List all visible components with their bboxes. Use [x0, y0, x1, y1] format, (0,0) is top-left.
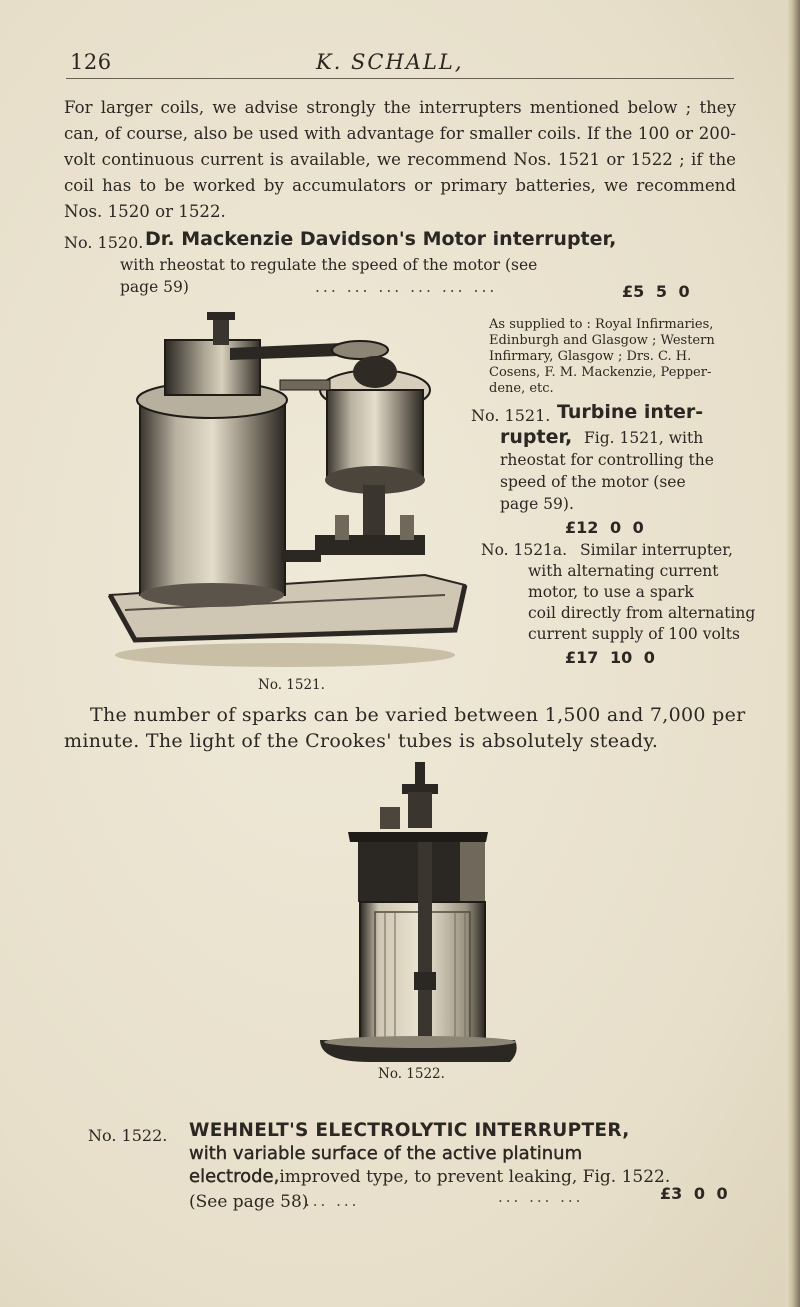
item-1521a-desc-line2: with alternating current [528, 562, 719, 580]
supplied-note-line1: As supplied to : Royal Infirmaries, [489, 317, 714, 332]
item-1522-title: WEHNELT'S ELECTROLYTIC INTERRUPTER, [189, 1120, 630, 1141]
item-1520-title: Dr. Mackenzie Davidson's Motor interrupter, [145, 228, 617, 250]
item-1521-title-line1: Turbine inter- [557, 401, 704, 423]
item-1521-desc-line3: speed of the motor (see [500, 473, 686, 491]
item-1520-leader: ... ... ... ... ... ... [315, 278, 498, 296]
item-1520-price: £5 5 0 [622, 282, 690, 301]
figure-1522-caption: No. 1522. [378, 1066, 445, 1082]
figure-1522-illustration [310, 762, 525, 1062]
item-1520-desc-line2: page 59) [120, 278, 189, 296]
item-1521a-number: No. 1521a. [481, 541, 568, 559]
supplied-note-line5: dene, etc. [489, 381, 554, 396]
item-1522-number: No. 1522. [88, 1126, 168, 1145]
item-1521a-desc-line1: Similar interrupter, [580, 541, 733, 559]
item-1522-price: £3 0 0 [660, 1184, 728, 1203]
supplied-note-line4: Cosens, F. M. Mackenzie, Pepper- [489, 365, 712, 380]
item-1521-desc-line4: page 59). [500, 495, 574, 513]
item-1521a-desc-line4: coil directly from alternating [528, 604, 756, 622]
sparks-paragraph-line1: The number of sparks can be varied between 1,500 and 7,000 per [90, 704, 746, 726]
item-1522-electrode-word: electrode, [189, 1166, 280, 1187]
item-1522-line4: (See page 58) [189, 1192, 309, 1212]
supplied-note-line3: Infirmary, Glasgow ; Drs. C. H. [489, 349, 692, 364]
page-number: 126 [70, 50, 112, 74]
page-edge-shadow [786, 0, 800, 1307]
item-1521a-desc-line3: motor, to use a spark [528, 583, 694, 601]
item-1520-desc-line1: with rheostat to regulate the speed of the motor (see [120, 256, 538, 274]
sparks-paragraph-line2: minute. The light of the Crookes' tubes is absolutely steady. [64, 730, 659, 752]
header-rule [66, 78, 734, 79]
supplied-note-line2: Edinburgh and Glasgow ; Western [489, 333, 715, 348]
figure-1521-caption: No. 1521. [258, 677, 325, 693]
figure-1521-illustration [95, 310, 480, 670]
item-1521a-price: £17 10 0 [565, 648, 655, 667]
item-1521-price: £12 0 0 [565, 518, 644, 537]
item-1522-leader1: ... ... [305, 1192, 360, 1210]
item-1522-line2: with variable surface of the active platinum [189, 1143, 583, 1164]
item-1521-desc-line1: Fig. 1521, with [584, 429, 704, 447]
item-1521-desc-line2: rheostat for controlling the [500, 451, 714, 469]
intro-paragraph: For larger coils, we advise strongly the interrupters mentioned below ; they can, of course, also be used with advantage for smaller coils. If the 100 or 200-volt continuous current is available, we recommend Nos. 1521 or 1522 ; if the coil has to be worked by accumulators or primary batteries, we recommend Nos. 1520 or 1522. [64, 98, 736, 221]
item-1521a-desc-line5: current supply of 100 volts [528, 625, 740, 643]
item-1522-line3-rest: improved type, to prevent leaking, Fig. 1522. [279, 1167, 671, 1187]
item-1521-title-line2: rupter, [500, 426, 573, 448]
item-1522-leader2: ... ... ... [498, 1188, 584, 1206]
item-1520-number: No. 1520. [64, 233, 144, 252]
running-title: K. SCHALL, [316, 50, 464, 74]
item-1521-number: No. 1521. [471, 406, 551, 425]
